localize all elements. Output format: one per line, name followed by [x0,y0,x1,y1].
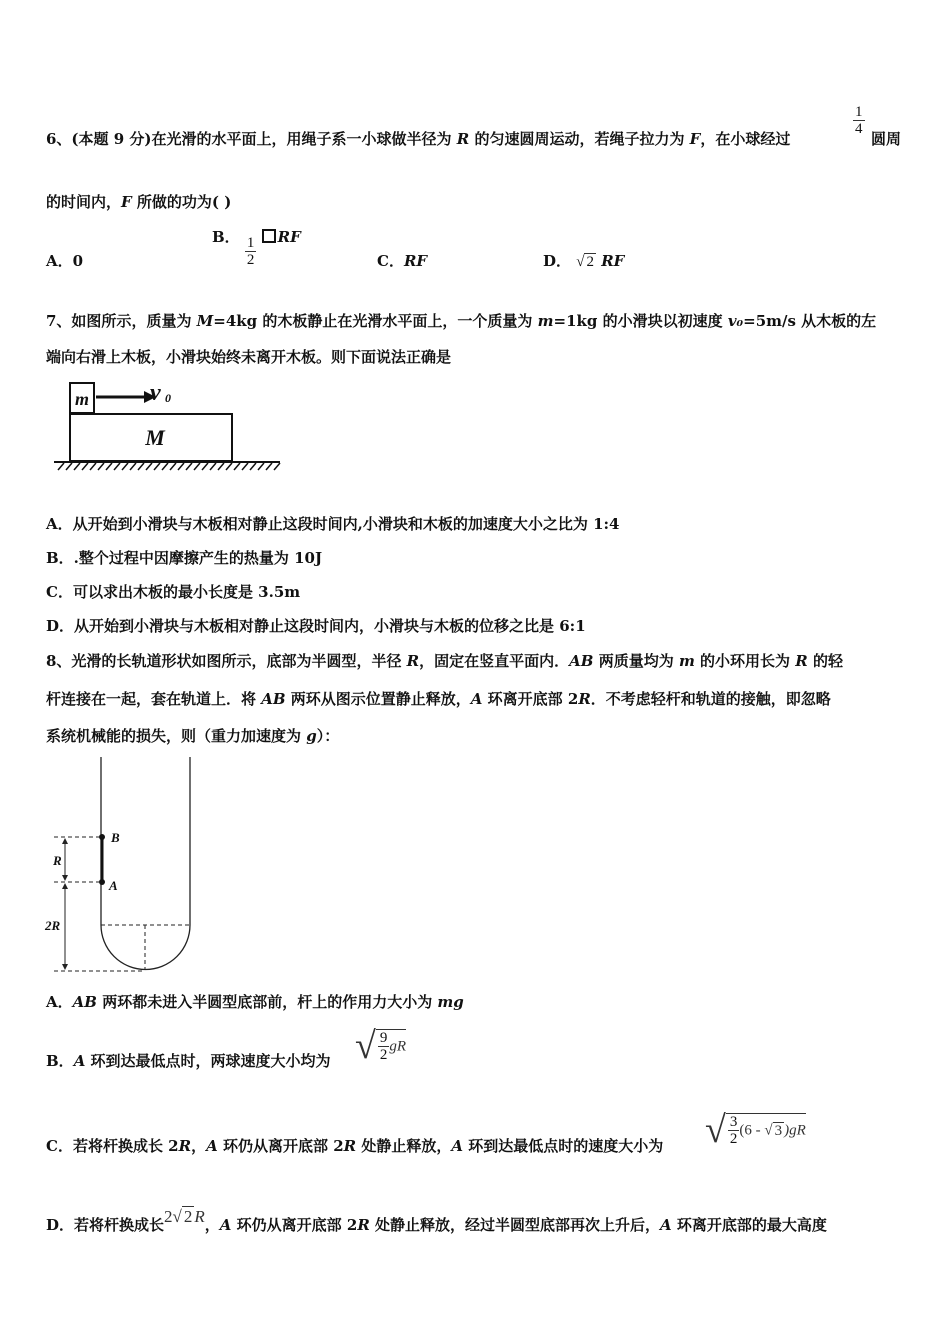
q8-option-d: D．若将杆换成长2√ 2 R，A 环仍从离开底部 2R 处静止释放，经过半圆型底部再次上升后，A 环离开底部的最大高度 [46,1207,827,1234]
q7-option-c: C．可以求出木板的最小长度是 3.5m [46,583,301,601]
q6-option-c: C．RF [377,252,428,270]
q8-stem-line1: 8、光滑的长轨道形状如图所示，底部为半圆型，半径 R，固定在竖直平面内．AB 两质量均为 m 的小环用长为 R 的轻 [46,652,843,670]
q8-option-c-expression: √ $\frac{3}{2}$ (6 - √ 3 )gR [705,1109,806,1151]
velocity-subscript: 0 [165,391,171,405]
dim-arrow-icon [62,964,68,970]
ground-hatching [58,463,280,470]
q8-option-a: A．AB 两环都未进入半圆型底部前，杆上的作用力大小为 mg [46,993,464,1011]
placeholder-box-icon [262,229,276,243]
q6-fraction-quarter: $\frac{1}{4}$ [855,104,863,137]
q7-option-a: A．从开始到小滑块与木板相对静止这段时间内,小滑块和木板的加速度大小之比为 1:4 [46,515,620,533]
small-block-label: m [74,389,90,409]
q8-stem-line2: 杆连接在一起，套在轨道上．将 AB 两环从图示位置静止释放，A 环离开底部 2R．不考虑轻杆和轨道的接触，即忽略 [46,690,831,708]
q7-option-b: B．.整个过程中因摩擦产生的热量为 10J [46,549,323,567]
q8-option-b: B．A 环到达最低点时，两球速度大小均为 [46,1052,331,1070]
board-label: M [145,425,165,450]
q8-stem-line3: 系统机械能的损失，则（重力加速度为 g）： [46,727,340,745]
block-on-board-figure [52,376,284,476]
ring-b-label: B [111,830,120,845]
q6-stem-line2: 的时间内，F 所做的功为( ) [46,193,232,211]
dim-arrow-icon [62,838,68,844]
dim-arrow-icon [62,883,68,889]
sqrt-expression: √ 2 [576,254,594,270]
ring-a-label: A [109,878,118,893]
q8-option-c: C．若将杆换成长 2R，A 环仍从离开底部 2R 处静止释放，A 环到达最低点时的速度大小为 [46,1137,664,1155]
q6-option-b: B． $\frac{1}{2}$ RF [212,228,301,268]
q8-option-d-expression: 2√ 2 R [164,1207,205,1226]
q7-stem-line1: 7、如图所示，质量为 M=4kg 的木板静止在光滑水平面上，一个质量为 m=1kg 的小滑块以初速度 v₀=5m/s 从木板的左 [46,312,877,330]
q6-option-d: D． √ 2 RF [543,252,625,270]
dim-r-label: R [53,853,62,868]
q6-stem-line1-tail: 圆周 [871,130,902,148]
dim-2r-label: 2R [45,918,61,933]
dim-arrow-icon [62,875,68,881]
q8-option-b-expression: √ $\frac{9}{2}$ gR [355,1025,407,1067]
track-figure [44,755,204,977]
q6-option-a: A．0 [46,252,84,270]
q6-stem-line1: 6、(本题 9 分)在光滑的水平面上，用绳子系一小球做半径为 R 的匀速圆周运动，若绳子拉力为 F，在小球经过 [46,130,791,148]
q7-option-d: D．从开始到小滑块与木板相对静止这段时间内，小滑块与木板的位移之比是 6:1 [46,617,586,635]
velocity-label: v [150,380,161,406]
q7-stem-line2: 端向右滑上木板，小滑块始终未离开木板。则下面说法正确是 [46,348,452,366]
